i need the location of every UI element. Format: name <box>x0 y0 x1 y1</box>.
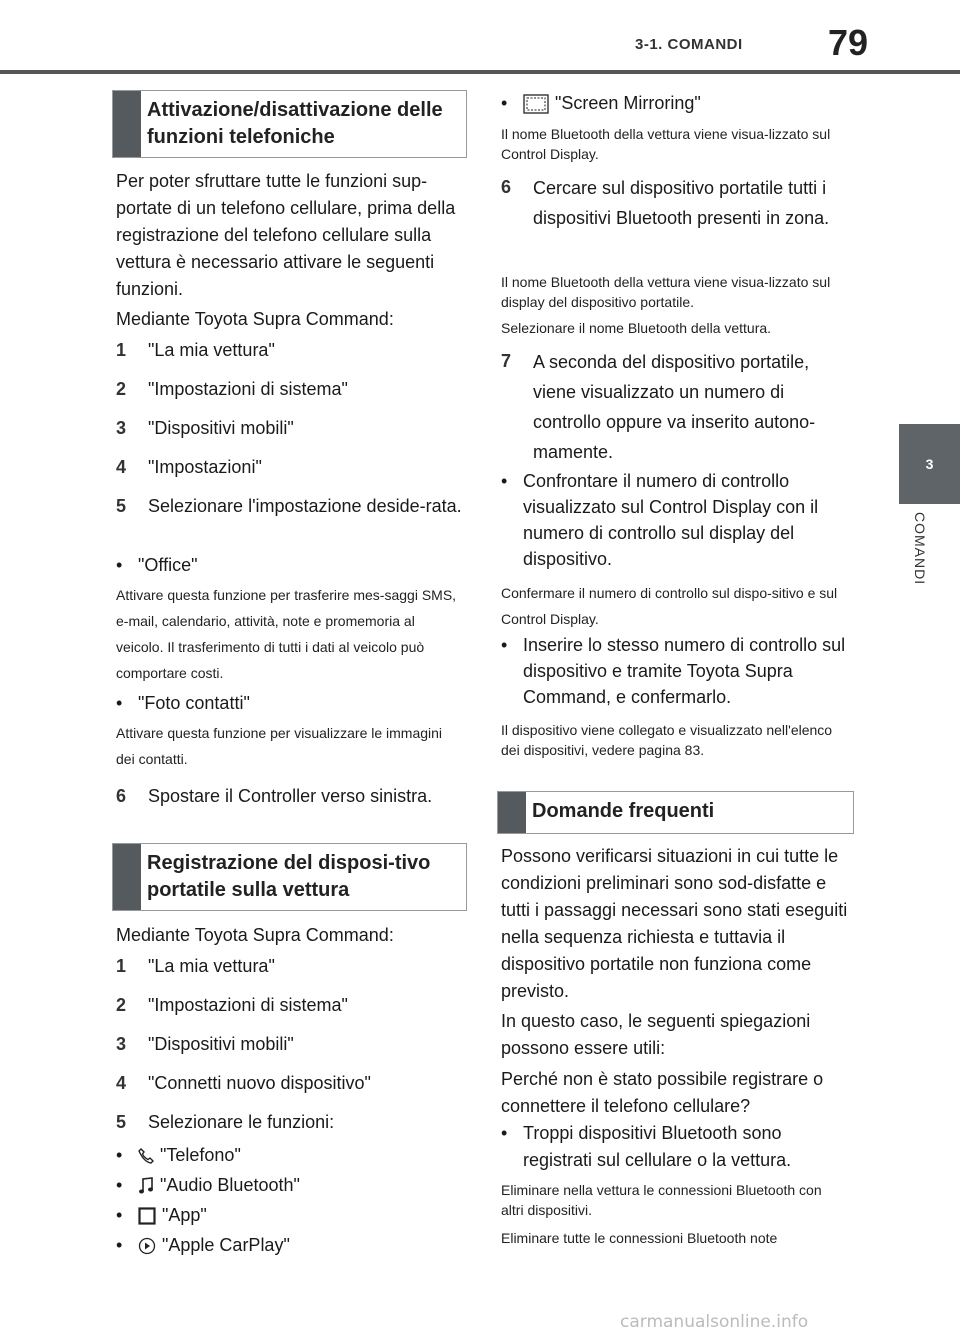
step-text: "Impostazioni di sistema" <box>148 995 348 1015</box>
chapter-tab: 3 <box>899 424 960 504</box>
step-number: 5 <box>116 496 127 516</box>
chapter-label: COMANDI <box>912 512 928 586</box>
step-text: A seconda del dispositivo portatile, viene visualizzato un numero di controllo oppure va inserito autono-mamente. <box>533 352 816 462</box>
step-5b <box>116 1108 466 1138</box>
note-confirm-number: Confermare il numero di controllo sul dispo-sitivo e sul Control Display. <box>501 585 838 627</box>
heading-title: Domande frequenti <box>532 800 715 822</box>
section-title: 3-1. COMANDI <box>635 36 743 53</box>
bullet-text: Troppi dispositivi Bluetooth sono registrati sul cellulare o la vettura. <box>523 1123 792 1170</box>
heading-title: Attivazione/disattivazione delle funzioni telefoniche <box>147 99 443 148</box>
note-select-bluetooth: Selezionare il nome Bluetooth della vettura. <box>501 320 772 336</box>
step-number: 2 <box>116 379 127 399</box>
step-4 <box>116 453 466 483</box>
step-1b <box>116 952 466 982</box>
bullet-text: "Audio Bluetooth" <box>160 1175 300 1195</box>
bullet-office: • "Office" <box>116 552 466 578</box>
heading-title: Registrazione del disposi-tivo portatile sulla vettura <box>147 852 431 901</box>
step-number: 1 <box>116 340 127 360</box>
bullet-text: "Office" <box>138 555 198 575</box>
step-3 <box>116 414 466 444</box>
bullet-text: "Apple CarPlay" <box>162 1235 290 1255</box>
step-text: "Impostazioni di sistema" <box>148 379 348 399</box>
step-text: "Impostazioni" <box>148 457 262 477</box>
music-note-icon <box>138 1177 154 1195</box>
step-number: 3 <box>116 1034 127 1054</box>
mediante-text: Mediante Toyota Supra Command: <box>116 309 394 329</box>
step-number: 3 <box>116 418 127 438</box>
func-telefono: • "Telefono" <box>116 1145 241 1165</box>
step-6-right <box>501 173 851 263</box>
header-divider <box>0 70 960 74</box>
step-number: 7 <box>501 351 512 371</box>
step-number: 6 <box>501 177 512 197</box>
heading-bar <box>113 844 141 910</box>
func-carplay: • "Apple CarPlay" <box>116 1235 290 1255</box>
step-number: 1 <box>116 956 127 976</box>
step-number: 2 <box>116 995 127 1015</box>
bullet-text: "Foto contatti" <box>138 693 250 713</box>
step-2b <box>116 991 466 1021</box>
step-7 <box>501 347 851 467</box>
step-text: Cercare sul dispositivo portatile tutti i dispositivi Bluetooth presenti in zona. <box>533 178 830 228</box>
step-text: "Connetti nuovo dispositivo" <box>148 1073 371 1093</box>
faq-intro: Possono verificarsi situazioni in cui tutte le condizioni preliminari sono sod-disfatte e tutti i passaggi necessari sono stati eseguiti nella sequenza richiesta e tuttavia il dispositivo portatile non funziona come previsto. <box>501 846 848 1001</box>
screen-mirroring-icon <box>523 94 549 114</box>
app-square-icon <box>138 1207 156 1225</box>
step-text: Selezionare le funzioni: <box>148 1112 335 1132</box>
bullet-text: "App" <box>162 1205 207 1225</box>
step-2 <box>116 375 466 405</box>
bullet-foto: • "Foto contatti" <box>116 690 466 716</box>
intro-paragraph: Per poter sfruttare tutte le funzioni sup-portate di un telefono cellulare, prima della registrazione del telefono cellulare sulla vettura è necessario attivare le seguenti funzioni. <box>116 171 456 299</box>
step-3b <box>116 1030 466 1060</box>
bullet-text: "Telefono" <box>160 1145 241 1165</box>
heading-bar <box>498 792 526 833</box>
heading-bar <box>113 91 141 157</box>
note-delete-connections: Eliminare nella vettura le connessioni Bluetooth con altri dispositivi. <box>501 1182 822 1218</box>
office-note: Attivare questa funzione per trasferire mes-saggi SMS, e-mail, calendario, attività, note e promemoria al veicolo. Il trasferimento di tutti i dati al veicolo può comportare costi. <box>116 587 457 681</box>
step-number: 6 <box>116 786 127 806</box>
note-device-connected: Il dispositivo viene collegato e visualizzato nell'elenco dei dispositivi, vedere pagina 83. <box>501 722 833 758</box>
heading-box-registration <box>112 843 467 911</box>
step-number: 4 <box>116 457 127 477</box>
func-app: • "App" <box>116 1205 207 1225</box>
step-text: "La mia vettura" <box>148 956 275 976</box>
bullet-troppi: • Troppi dispositivi Bluetooth sono registrati sul cellulare o la vettura. <box>501 1120 851 1174</box>
heading-box-activation <box>112 90 467 158</box>
note-bluetooth-name-display: Il nome Bluetooth della vettura viene visua-lizzato sul Control Display. <box>501 126 831 162</box>
bullet-text: Inserire lo stesso numero di controllo sul dispositivo e tramite Toyota Supra Command, e confermarlo. <box>523 635 846 707</box>
phone-icon <box>138 1148 154 1164</box>
step-text: "Dispositivi mobili" <box>148 1034 294 1054</box>
step-1 <box>116 336 466 366</box>
bullet-confronta: • Confrontare il numero di controllo visualizzato sul Control Display con il numero di controllo sul display del dispositivo. <box>501 468 851 578</box>
bullet-inserire: • Inserire lo stesso numero di controllo sul dispositivo e tramite Toyota Supra Command, e confermarlo. <box>501 632 851 712</box>
step-5 <box>116 492 466 552</box>
step-number: 4 <box>116 1073 127 1093</box>
watermark: carmanualsonline.info <box>620 1312 809 1332</box>
mediante-text-2: Mediante Toyota Supra Command: <box>116 925 394 945</box>
bullet-text: Confrontare il numero di controllo visualizzato sul Control Display con il numero di controllo sul display del dispositivo. <box>523 471 819 569</box>
step-4b <box>116 1069 466 1099</box>
bullet-text: "Screen Mirroring" <box>555 93 701 113</box>
note-delete-all: Eliminare tutte le connessioni Bluetooth note <box>501 1230 778 1246</box>
step-6-left <box>116 782 466 812</box>
faq-question: Perché non è stato possibile registrare o connettere il telefono cellulare? <box>501 1069 824 1116</box>
page-number: 79 <box>828 22 869 63</box>
foto-note: Attivare questa funzione per visualizzare le immagini dei contatti. <box>116 725 443 767</box>
step-number: 5 <box>116 1112 127 1132</box>
step-text: Selezionare l'impostazione deside-rata. <box>148 496 462 516</box>
func-screen-mirroring: • "Screen Mirroring" <box>501 93 701 113</box>
faq-caso: In questo caso, le seguenti spiegazioni possono essere utili: <box>501 1011 811 1058</box>
step-text: Spostare il Controller verso sinistra. <box>148 786 433 806</box>
heading-box-faq <box>497 791 854 834</box>
carplay-play-icon <box>138 1237 156 1255</box>
step-text: "La mia vettura" <box>148 340 275 360</box>
step-text: "Dispositivi mobili" <box>148 418 294 438</box>
note-bluetooth-name-device: Il nome Bluetooth della vettura viene visua-lizzato sul display del dispositivo portatile. <box>501 274 831 310</box>
func-audio: • "Audio Bluetooth" <box>116 1175 300 1195</box>
